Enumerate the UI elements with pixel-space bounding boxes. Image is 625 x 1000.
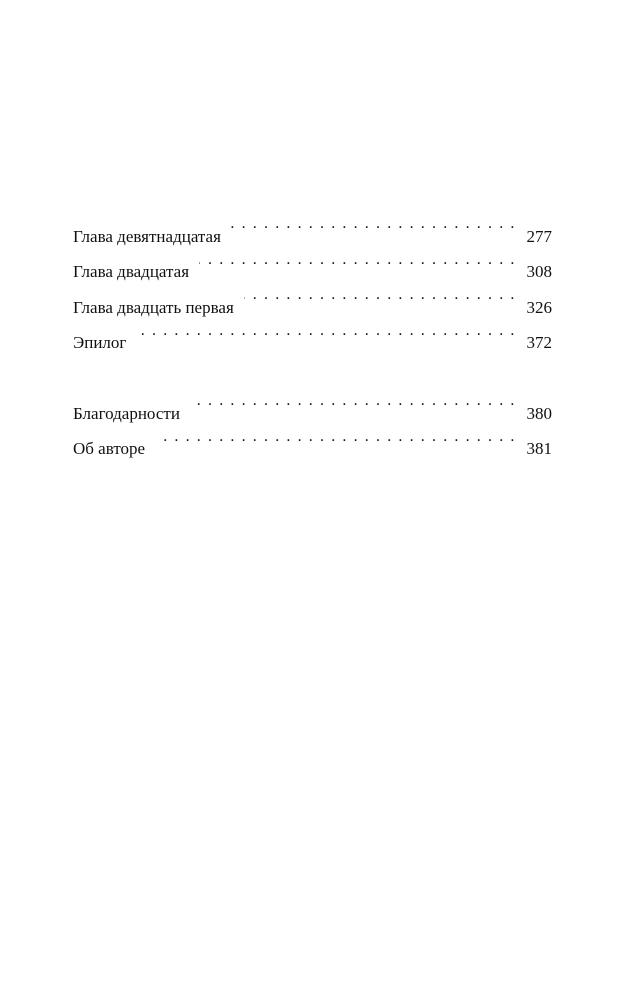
toc-entry-chapter-19[interactable] (73, 206, 552, 246)
dot-leader (155, 419, 516, 455)
toc-back-matter (73, 383, 552, 458)
toc-main-entries (73, 206, 552, 352)
toc-entry-page: 308 (526, 262, 552, 281)
dot-leader (136, 313, 516, 349)
toc-entry-epilogue[interactable] (73, 313, 552, 352)
dot-leader (190, 383, 516, 419)
toc-entry-page: 381 (526, 439, 552, 458)
toc-entry-acknowledgements[interactable] (73, 383, 552, 423)
toc-entry-page: 326 (526, 297, 552, 317)
toc-entry-title: Об авторе (73, 439, 146, 458)
toc-entry-title: Эпилог (73, 333, 127, 352)
toc-entry-title: Благодарности (73, 403, 180, 423)
toc-entry-title: Глава двадцать первая (73, 297, 234, 317)
toc-entry-title: Глава девятнадцатая (73, 226, 221, 246)
dot-leader (199, 242, 516, 278)
toc-entry-page: 277 (526, 226, 552, 246)
dot-leader (231, 206, 516, 242)
table-of-contents (73, 206, 552, 458)
dot-leader (244, 277, 516, 313)
toc-entry-page: 380 (526, 403, 552, 423)
toc-entry-page: 372 (526, 333, 552, 352)
toc-entry-title: Глава двадцатая (73, 262, 190, 281)
